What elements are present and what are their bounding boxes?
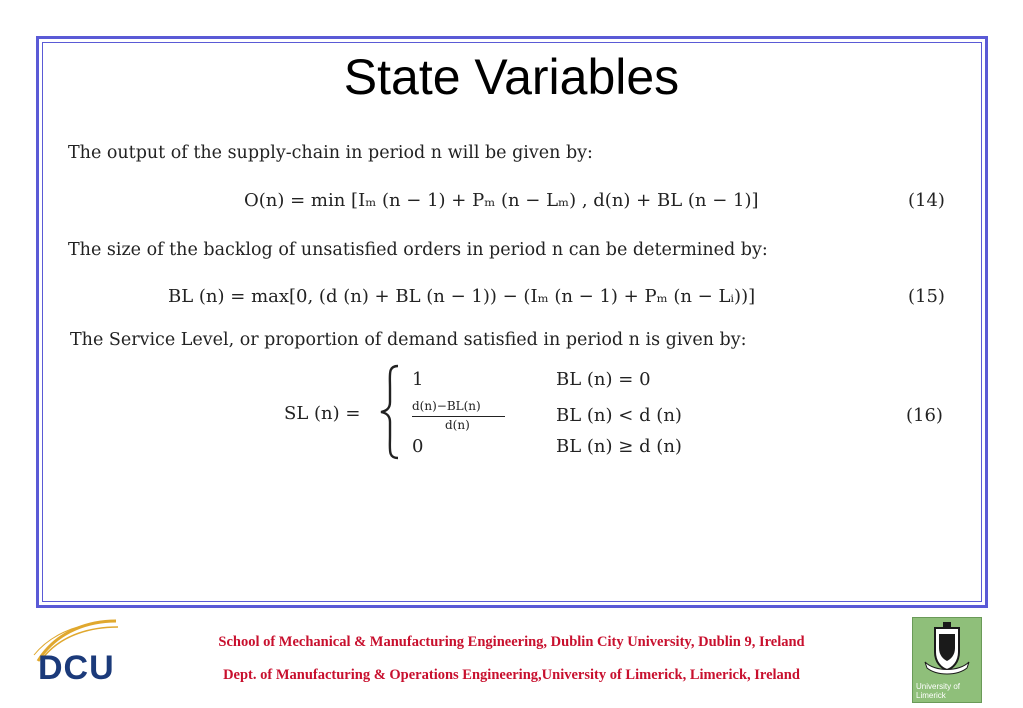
equation-16-case3-value: 0 [412, 436, 424, 457]
equation-14-number: (14) [908, 190, 945, 211]
equation-15-number: (15) [908, 286, 945, 307]
fraction-bar [412, 416, 505, 417]
slide-title: State Variables [343, 49, 680, 105]
ul-crest-icon [913, 618, 981, 684]
dcu-logo-text: DCU [38, 649, 115, 687]
paragraph-output: The output of the supply-chain in period n will be given by: [68, 143, 593, 163]
equation-16-case1-condition: BL (n) = 0 [556, 369, 651, 390]
equation-16-case2-numerator: d(n)−BL(n) [412, 399, 481, 413]
equation-14: O(n) = min [Iₘ (n − 1) + Pₘ (n − Lₘ) , d(n) + BL (n − 1)] [244, 190, 759, 211]
ul-logo-caption: University of Limerick [916, 682, 961, 700]
slide-frame-inner [42, 42, 982, 602]
equation-16-case1-value: 1 [412, 369, 424, 390]
equation-16-lhs: SL (n) = [284, 403, 361, 424]
equation-16-case2-condition: BL (n) < d (n) [556, 405, 682, 426]
paragraph-backlog: The size of the backlog of unsatisfied orders in period n can be determined by: [68, 240, 768, 260]
equation-15: BL (n) = max[0, (d (n) + BL (n − 1)) − (Iₘ (n − 1) + Pₘ (n − Lᵢ))] [168, 286, 756, 307]
equation-16-brace-icon [378, 364, 402, 460]
footer-line-dcu: School of Mechanical & Manufacturing Engineering, Dublin City University, Dublin 9, Ireland [218, 634, 805, 650]
equation-16-number: (16) [906, 405, 943, 426]
equation-16-case3-condition: BL (n) ≥ d (n) [556, 436, 682, 457]
footer-line-ul: Dept. of Manufacturing & Operations Engineering,University of Limerick, Limerick, Ireland [223, 667, 800, 683]
equation-16-case2-denominator: d(n) [445, 418, 470, 432]
paragraph-service-level: The Service Level, or proportion of demand satisfied in period n is given by: [70, 330, 747, 350]
